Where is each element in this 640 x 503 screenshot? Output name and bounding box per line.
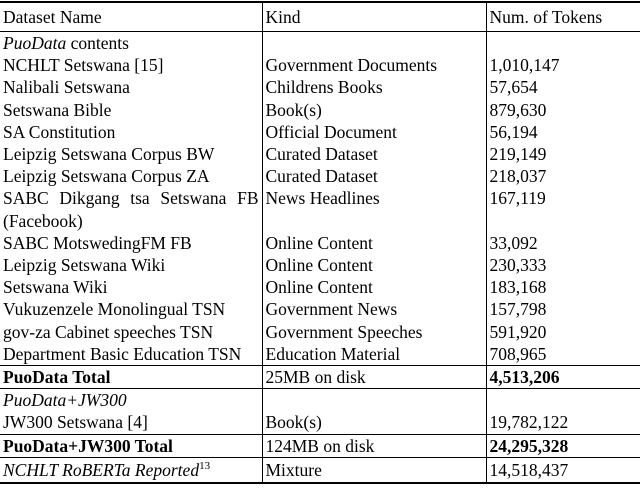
dataset-name-cell: Leipzig Setswana Corpus BW	[3, 144, 215, 165]
dataset-name-cell: SA Constitution	[3, 121, 116, 142]
kind-cell: Curated Dataset	[262, 143, 486, 165]
table-row	[0, 54, 640, 76]
dataset-name-cell	[0, 32, 262, 55]
table-body	[0, 32, 640, 483]
num-tokens-cell: 4,513,206	[486, 366, 640, 389]
kind-cell: Online Content	[262, 254, 486, 276]
total-row	[0, 366, 640, 389]
table-row	[0, 187, 640, 231]
table-row	[0, 232, 640, 254]
table-row	[0, 165, 640, 187]
kind-cell: 124MB on disk	[262, 434, 486, 457]
kind-cell	[262, 32, 486, 55]
dataset-name-cell: Setswana Wiki	[3, 277, 108, 298]
header-dataset-name: Dataset Name	[0, 2, 262, 32]
num-tokens-cell: 219,149	[486, 143, 640, 165]
dataset-name-cell: Leipzig Setswana Corpus ZA	[3, 166, 210, 187]
footnote-marker: 13	[199, 460, 211, 473]
dataset-name-cell: PuoData+JW300 Total	[0, 434, 262, 457]
dataset-table	[0, 1, 640, 484]
kind-cell: Online Content	[262, 276, 486, 298]
kind-cell: 25MB on disk	[262, 366, 486, 389]
dataset-name-cell	[0, 389, 262, 412]
num-tokens-cell: 708,965	[486, 343, 640, 366]
dataset-name-cell: PuoData Total	[0, 366, 262, 389]
dataset-name-rest: contents	[66, 33, 129, 53]
num-tokens-cell	[486, 32, 640, 55]
table-row	[0, 99, 640, 121]
dataset-name-cell	[0, 457, 262, 483]
num-tokens-cell: 24,295,328	[486, 434, 640, 457]
table-row	[0, 321, 640, 343]
num-tokens-cell: 157,798	[486, 298, 640, 320]
table-row	[0, 457, 640, 483]
dataset-name-cell: NCHLT Setswana [15]	[3, 55, 164, 76]
dataset-name-italic: NCHLT RoBERTa Reported	[3, 459, 200, 480]
kind-cell: Government News	[262, 298, 486, 320]
section-row	[0, 389, 640, 412]
num-tokens-cell: 56,194	[486, 121, 640, 143]
section-row	[0, 32, 640, 55]
dataset-name-cell: SABC MotswedingFM FB	[3, 232, 192, 253]
table-row	[0, 298, 640, 320]
header-num-tokens: Num. of Tokens	[486, 2, 640, 32]
table-row	[0, 343, 640, 366]
kind-cell: Childrens Books	[262, 76, 486, 98]
kind-cell: Government Documents	[262, 54, 486, 76]
kind-cell	[262, 389, 486, 412]
dataset-name-cell: JW300 Setswana [4]	[3, 412, 148, 433]
kind-cell: Book(s)	[262, 411, 486, 434]
kind-cell: Book(s)	[262, 99, 486, 121]
table-row	[0, 254, 640, 276]
num-tokens-cell: 33,092	[486, 232, 640, 254]
num-tokens-cell: 1,010,147	[486, 54, 640, 76]
table-row	[0, 76, 640, 98]
num-tokens-cell: 57,654	[486, 76, 640, 98]
table-row	[0, 121, 640, 143]
table-row	[0, 143, 640, 165]
kind-cell: Mixture	[262, 457, 486, 483]
dataset-name-cell: SABC Dikgang tsa Setswana FB (Facebook)	[3, 188, 259, 231]
num-tokens-cell: 218,037	[486, 165, 640, 187]
num-tokens-cell: 19,782,122	[486, 411, 640, 434]
num-tokens-cell: 183,168	[486, 276, 640, 298]
kind-cell: Government Speeches	[262, 321, 486, 343]
dataset-name-cell: Setswana Bible	[3, 99, 112, 120]
dataset-name-cell: Leipzig Setswana Wiki	[3, 255, 166, 276]
num-tokens-cell: 167,119	[486, 187, 640, 231]
table-row	[0, 411, 640, 434]
num-tokens-cell: 14,518,437	[486, 457, 640, 483]
num-tokens-cell: 591,920	[486, 321, 640, 343]
dataset-name-cell: gov-za Cabinet speeches TSN	[3, 321, 214, 342]
dataset-name-cell: Vukuzenzele Monolingual TSN	[3, 299, 226, 320]
kind-cell: Online Content	[262, 232, 486, 254]
kind-cell: Official Document	[262, 121, 486, 143]
kind-cell: Curated Dataset	[262, 165, 486, 187]
dataset-name-italic: PuoData+JW300	[3, 390, 127, 411]
dataset-name-cell: Nalibali Setswana	[3, 77, 130, 98]
num-tokens-cell: 879,630	[486, 99, 640, 121]
header-row	[0, 2, 640, 32]
dataset-name-cell: Department Basic Education TSN	[3, 343, 242, 364]
num-tokens-cell: 230,333	[486, 254, 640, 276]
num-tokens-cell	[486, 389, 640, 412]
table-row	[0, 276, 640, 298]
header-kind: Kind	[262, 2, 486, 32]
kind-cell: News Headlines	[262, 187, 486, 231]
total-row	[0, 434, 640, 457]
dataset-name-italic: PuoData	[3, 33, 67, 53]
kind-cell: Education Material	[262, 343, 486, 366]
